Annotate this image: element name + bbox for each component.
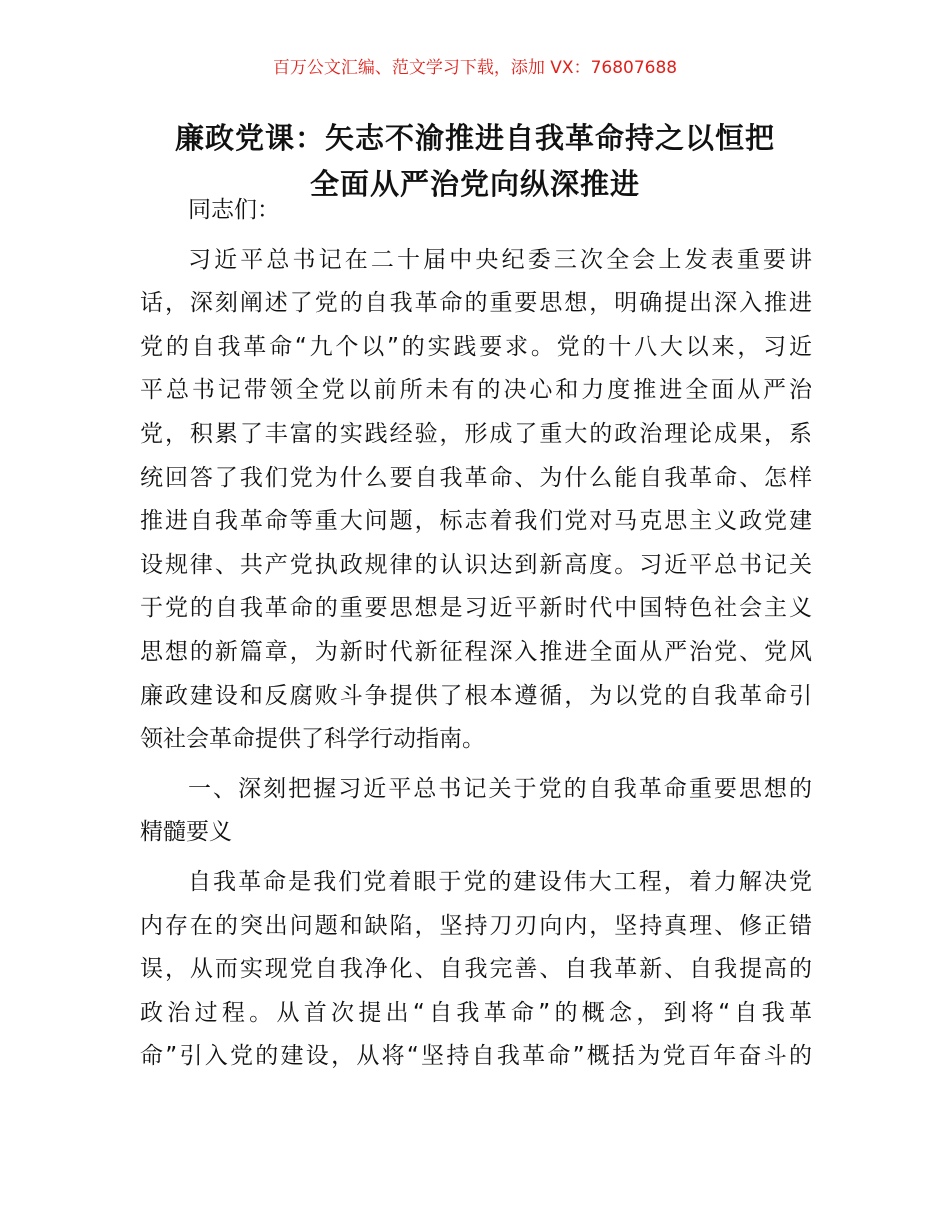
salutation-paragraph <box>140 189 812 233</box>
paragraph-intro <box>140 239 812 762</box>
heading-line: 一、深刻把握习近平总书记关于党的自我革命重要思想的 <box>188 775 812 802</box>
text-line: 领社会革命提供了科学行动指南。 <box>140 726 485 753</box>
text-line: 统回答了我们党为什么要自我革命、为什么能自我革命、怎样 <box>140 464 812 491</box>
text-line: 党，积累了丰富的实践经验，形成了重大的政治理论成果，系 <box>140 420 812 447</box>
title-line-2: 全面从严治党向纵深推进 <box>309 167 640 201</box>
text-line: 误，从而实现党自我净化、自我完善、自我革新、自我提高的 <box>140 956 812 983</box>
text-line: 内存在的突出问题和缺陷，坚持刀刃向内，坚持真理、修正错 <box>140 912 812 939</box>
text-line: 命”引入党的建设，从将“坚持自我革命”概括为党百年奋斗的 <box>140 1043 812 1070</box>
section-heading-1 <box>140 768 812 855</box>
document-body <box>140 189 812 1079</box>
text-line: 于党的自我革命的重要思想是习近平新时代中国特色社会主义 <box>140 595 812 622</box>
salutation: 同志们： <box>188 197 280 223</box>
text-line: 廉政建设和反腐败斗争提供了根本遵循，为以党的自我革命引 <box>140 682 812 709</box>
text-line: 习近平总书记在二十届中央纪委三次全会上发表重要讲 <box>188 246 812 273</box>
text-line: 政治过程。从首次提出“自我革命”的概念，到将“自我革 <box>140 999 812 1026</box>
text-line: 平总书记带领全党以前所未有的决心和力度推进全面从严治 <box>140 377 812 404</box>
text-line: 设规律、共产党执政规律的认识达到新高度。习近平总书记关 <box>140 551 812 578</box>
heading-line: 精髓要义 <box>140 819 232 846</box>
watermark-header: 百万公文汇编、范文学习下载，添加 VX：76807688 <box>272 58 678 78</box>
text-line: 思想的新篇章，为新时代新征程深入推进全面从严治党、党风 <box>140 638 812 665</box>
text-line: 自我革命是我们党着眼于党的建设伟大工程，着力解决党 <box>188 868 812 895</box>
text-line: 推进自我革命等重大问题，标志着我们党对马克思主义政党建 <box>140 508 812 535</box>
text-line: 党的自我革命“九个以”的实践要求。党的十八大以来，习近 <box>140 333 812 360</box>
title-line-1: 廉政党课：矢志不渝推进自我革命持之以恒把 <box>174 121 775 155</box>
paragraph-self-revolution <box>140 861 812 1079</box>
text-line: 话，深刻阐述了党的自我革命的重要思想，明确提出深入推进 <box>140 290 812 317</box>
